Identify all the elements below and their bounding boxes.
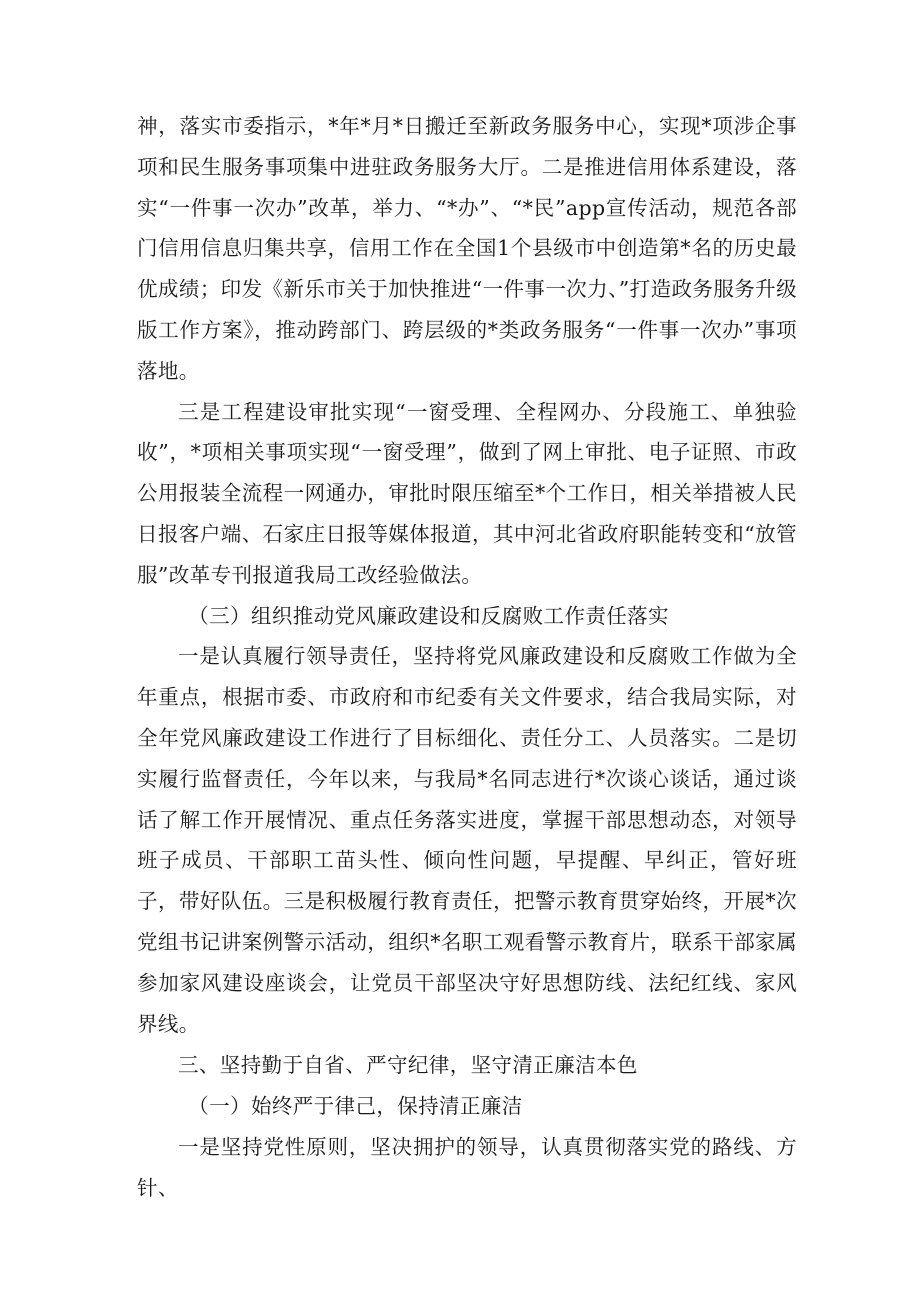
document-body — [137, 106, 797, 1209]
subheading-self-discipline: （一）始终严于律己，保持清正廉洁 — [188, 1094, 523, 1119]
paragraph-responsibilities: 一是认真履行领导责任，坚持将党风廉政建设和反腐败工作做为全年重点，根据市委、市政府和市纪委有关文件要求，结合我局实际，对全年党风廉政建设工作进行了目标细化、责任分工、人员落实。二是切实履行监督责任，今年以来，与我局*名同志进行*次谈心谈话，通过谈话了解工作开展情况、重点任务落实进度，掌握干部思想动态，对领导班子成员、干部职工苗头性、倾向性问题，早提醒、早纠正，管好班子，带好队伍。三是积极履行教育责任，把警示教育贯穿始终，开展*次党组书记讲案例警示活动，组织*名职工观看警示教育片，联系干部家属参加家风建设座谈会，让党员干部坚决守好思想防线、法纪红线、家风界线。 — [137, 644, 797, 1036]
paragraph-engineering-approval: 三是工程建设审批实现“一窗受理、全程网办、分段施工、单独验收”，*项相关事项实现“一窗受理”，做到了网上审批、电子证照、市政公用报装全流程一网通办，审批时限压缩至*个工作日，相关举措被人民日报客户端、石家庄日报等媒体报道，其中河北省政府职能转变和“放管服”改革专刊报道我局工改经验做法。 — [137, 399, 797, 587]
section-heading-three: 三、坚持勤于自省、严守纪律，坚守清正廉洁本色 — [178, 1053, 638, 1078]
subheading-party-conduct: （三）组织推动党风廉政建设和反腐败工作责任落实 — [188, 603, 669, 628]
paragraph-continuation: 神，落实市委指示，*年*月*日搬迁至新政务服务中心，实现*项涉企事项和民生服务事项集中进驻政务服务大厅。二是推进信用体系建设，落实“一件事一次办”改革，举力、“*办”、“*民”app宣传活动，规范各部门信用信息归集共享，信用工作在全国1个县级市中创造第*名的历史最优成绩；印发《新乐市关于加快推进“一件事一次力、”打造政务服务升级版工作方案》，推动跨部门、跨层级的*类政务服务“一件事一次办”事项落地。 — [137, 114, 797, 383]
paragraph-party-principles: 一是坚持党性原则，坚决拥护的领导，认真贯彻落实党的路线、方针、 — [137, 1134, 797, 1200]
